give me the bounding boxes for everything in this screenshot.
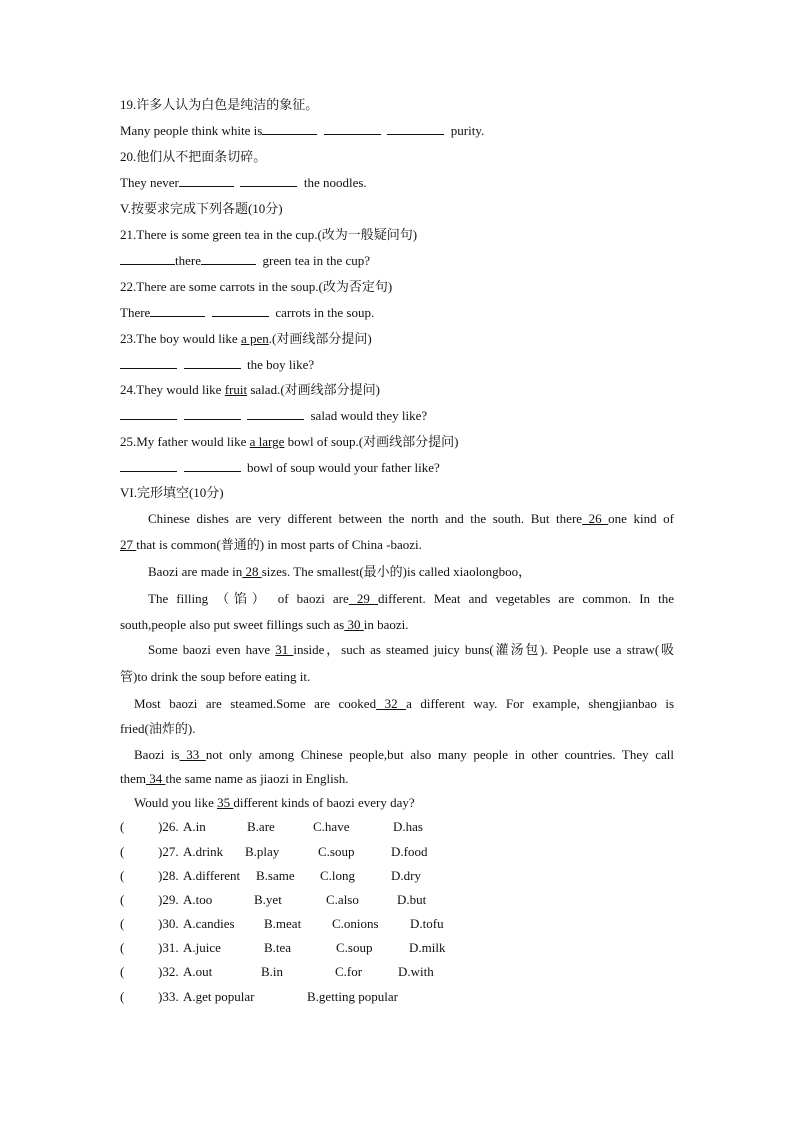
passage-line: Most baozi are steamed.Some are cooked 32 a different way. For example, shengjianbao is [134,696,675,711]
passage-line: fried(油炸的). [120,721,196,736]
question-24-prompt: 24.They would like fruit salad.(对画线部分提问) [120,382,380,397]
answer-paren[interactable]: ( [120,964,125,979]
section-5-title: V.按要求完成下列各题(10分) [120,201,283,216]
answer-blank[interactable] [201,252,256,265]
answer-paren[interactable]: ( [120,940,125,955]
question-20-chinese: 20.他们从不把面条切碎。 [120,149,267,164]
passage-line: 27 that is common(普通的) in most parts of China -baozi. [120,537,422,552]
passage-line: Baozi are made in 28 sizes. The smallest(最小的)is called xiaolongboo， [148,564,532,579]
answer-blank[interactable] [120,356,177,369]
question-19-english: Many people think white is purity. [120,123,485,138]
answer-blank[interactable] [120,252,175,265]
choice-number: )31. [158,940,179,955]
choice-option-b: B.are [247,819,275,834]
choice-option-d: D.dry [391,868,421,883]
choice-option-a: A.drink [183,844,224,859]
answer-blank[interactable] [247,407,304,420]
choice-number: )30. [158,916,179,931]
choice-option-b: B.yet [254,892,282,907]
choice-option-c: C.for [335,964,363,979]
choice-option-c: C.soup [336,940,373,955]
cloze-blank-31: 31 [275,642,294,657]
section-6-title: VI.完形填空(10分) [120,485,224,500]
choice-option-a: A.candies [183,916,235,931]
answer-paren[interactable]: ( [120,868,125,883]
answer-blank[interactable] [184,356,241,369]
cloze-blank-27: 27 [120,537,137,552]
passage-line: Baozi is 33 not only among Chinese people,but also many people in other countries. They call [134,747,675,762]
choice-number: )26. [158,819,179,834]
choice-option-b: B.meat [264,916,302,931]
choice-option-d: D.milk [409,940,446,955]
question-22-answer: There carrots in the soup. [120,305,375,320]
choice-option-c: C.have [313,819,350,834]
choice-option-a: A.get popular [183,989,255,1004]
question-19-chinese: 19.许多人认为白色是纯洁的象征。 [120,97,319,112]
passage-line: 管)to drink the soup before eating it. [120,669,311,684]
choice-option-c: C.also [326,892,359,907]
question-21-answer: there green tea in the cup? [120,252,675,270]
question-25-answer: bowl of soup would your father like? [120,459,675,477]
choice-option-a: A.juice [183,940,221,955]
answer-blank[interactable] [120,459,177,472]
answer-paren[interactable]: ( [120,916,125,931]
question-21-prompt: 21.There is some green tea in the cup.(改为一般疑问句) [120,227,418,242]
choice-number: )27. [158,844,179,859]
choice-number: )29. [158,892,179,907]
choice-option-d: D.but [397,892,427,907]
answer-paren[interactable]: ( [120,989,125,1004]
choice-option-c: C.soup [318,844,355,859]
answer-blank[interactable] [387,122,444,135]
answer-blank[interactable] [262,122,317,135]
choice-number: )32. [158,964,179,979]
answer-blank[interactable] [120,407,177,420]
choice-option-a: A.too [183,892,213,907]
passage-line: Some baozi even have 31 inside，such as steamed juicy buns(灌汤包). People use a straw(吸 [148,642,675,657]
choice-option-a: A.in [183,819,206,834]
passage-line: The filling （馅） of baozi are 29 different. Meat and vegetables are common. In the [148,591,675,606]
passage-line: south,people also put sweet fillings such as 30 in baozi. [120,617,409,632]
choice-option-c: C.onions [332,916,379,931]
question-22-prompt: 22.There are some carrots in the soup.(改为否定句) [120,279,393,294]
question-23-answer: the boy like? [120,356,675,374]
choice-option-b: B.in [261,964,284,979]
cloze-blank-28: 28 [242,564,262,579]
cloze-blank-30: 30 [344,617,364,632]
answer-blank[interactable] [212,304,269,317]
choice-option-d: D.with [398,964,434,979]
passage-line: them 34 the same name as jiaozi in English. [120,771,349,786]
cloze-blank-29: 29 [348,591,378,606]
cloze-blank-32: 32 [376,696,407,711]
passage-line: Would you like 35 different kinds of baozi every day? [134,795,415,810]
cloze-blank-34: 34 [146,771,166,786]
answer-blank[interactable] [150,304,205,317]
question-20-english: They never the noodles. [120,175,367,190]
cloze-blank-35: 35 [217,795,234,810]
choice-option-c: C.long [320,868,356,883]
choice-option-d: D.tofu [410,916,444,931]
question-23-prompt: 23.The boy would like a pen.(对画线部分提问) [120,331,372,346]
choice-number: )33. [158,989,179,1004]
choice-option-d: D.food [391,844,428,859]
choice-number: )28. [158,868,179,883]
answer-blank[interactable] [179,174,234,187]
choice-option-b: B.play [245,844,280,859]
question-25-prompt: 25.My father would like a large bowl of soup.(对画线部分提问) [120,434,459,449]
answer-blank[interactable] [240,174,297,187]
passage-line: Chinese dishes are very different between the north and the south. But there 26 one kind of [148,511,674,526]
choice-option-a: A.different [183,868,241,883]
cloze-blank-26: 26 [582,511,609,526]
choice-option-d: D.has [393,819,423,834]
answer-blank[interactable] [184,407,241,420]
choice-option-b: B.tea [264,940,292,955]
answer-paren[interactable]: ( [120,819,125,834]
question-24-answer: salad would they like? [120,407,675,425]
choice-option-b: B.getting popular [307,989,398,1004]
cloze-blank-33: 33 [179,747,206,762]
answer-blank[interactable] [324,122,381,135]
choice-option-a: A.out [183,964,213,979]
answer-paren[interactable]: ( [120,892,125,907]
answer-blank[interactable] [184,459,241,472]
answer-paren[interactable]: ( [120,844,125,859]
choice-option-b: B.same [256,868,295,883]
